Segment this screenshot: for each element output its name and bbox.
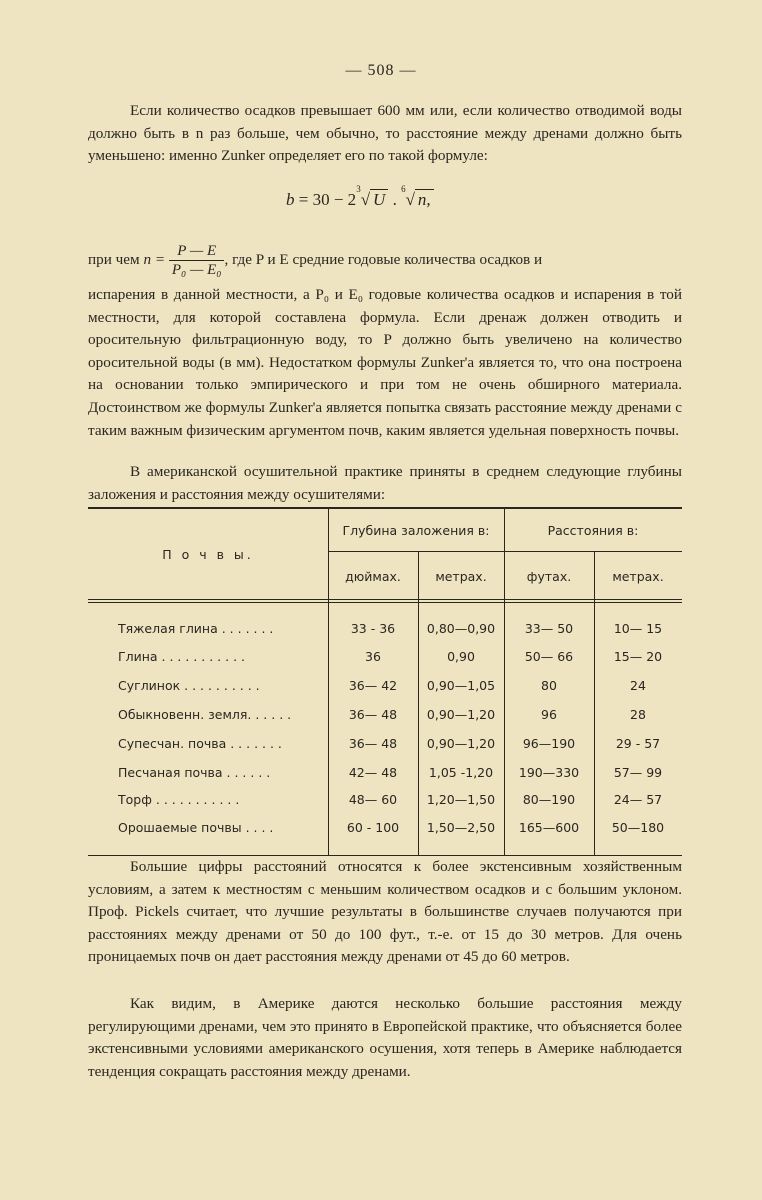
spacing-meters: 24— 57 <box>613 792 663 807</box>
soil-name: Глина . . . . . . . . . . . <box>118 649 245 664</box>
formula-root3-body: U <box>370 189 388 209</box>
depth-meters: 0,90—1,05 <box>426 678 496 693</box>
paragraph-conclusion: Как видим, в Америке даются несколько большие расстояния между регулирующими дренами, чем это принято в Европейской практике, что объясняется более экстенсивными условиями американского осушения, хотя теперь в Америке наблюдается тенденция сокращать расстояния между дренами. <box>88 995 682 1080</box>
depth-inches: 48— 60 <box>348 792 398 807</box>
n-def-fraction <box>169 242 225 279</box>
paragraph-zunker-discussion: испарения в данной местности, а P₀ и E₀ годовые количества осадков и испарения в той местности, для которой составлена формула. Если дренаж должен отводить и оросительную фильтрационную воду, то P должно быть увеличено на количество оросительной воды (в мм). Недостатком формулы Zunker'а является то, что она построена на основании только эмпирического и при том не очень обширного материала. Достоинством же формулы Zunker'а является попытка связать расстояние между дренами с таким важным физическим аргументом почв, каким является удельная поверхность почвы. <box>88 286 682 439</box>
drain-spacing-table <box>88 507 682 856</box>
spacing-meters: 28 <box>630 707 646 722</box>
formula-dot: . <box>388 190 402 209</box>
n-def-denominator: P₀ — E₀ <box>171 262 222 278</box>
header-inches: дюймах. <box>345 569 401 584</box>
spacing-meters: 50—180 <box>611 820 665 835</box>
spacing-meters: 24 <box>630 678 646 693</box>
depth-meters: 1,05 -1,20 <box>428 765 494 780</box>
paragraph-zunker-intro: Если количество осадков превышает 600 мм или, если количество отводимой воды должно быть в n раз больше, чем обычно, то расстояние между дренами должно быть уменьшено: именно Zunker определяет его по такой формуле: <box>88 102 682 165</box>
depth-inches: 33 - 36 <box>350 621 396 636</box>
formula-root6-body: n, <box>415 189 434 209</box>
soil-name: Суглинок . . . . . . . . . . <box>118 678 260 693</box>
spacing-meters: 29 - 57 <box>615 736 661 751</box>
paragraph-american-practice: В американской осушительной практике приняты в среднем следующие глубины заложения и расстояния между осушителями: <box>88 463 682 503</box>
spacing-feet: 80 <box>541 678 557 693</box>
depth-meters: 0,80—0,90 <box>426 621 496 636</box>
zunker-formula: $b = 30 - 2^3√$ U . $^6$√ n, <box>286 190 434 210</box>
soil-name: Супесчан. почва . . . . . . . <box>118 736 282 751</box>
soil-name: Орошаемые почвы . . . . <box>118 820 274 835</box>
formula-root6-index: 6 <box>401 184 406 195</box>
depth-inches: 42— 48 <box>348 765 398 780</box>
depth-inches: 36 <box>365 649 381 664</box>
spacing-feet: 96—190 <box>522 736 576 751</box>
header-spacing-group: Расстояния в: <box>547 523 639 538</box>
depth-inches: 36— 42 <box>348 678 398 693</box>
soil-name: Торф . . . . . . . . . . . <box>118 792 240 807</box>
n-def-suffix: , где P и E средние годовые количества осадков и <box>224 250 543 268</box>
depth-inches: 36— 48 <box>348 707 398 722</box>
spacing-feet: 33— 50 <box>524 621 574 636</box>
page-number: — 508 — <box>345 62 417 79</box>
header-meters: метрах. <box>435 569 487 584</box>
n-def-prefix: при чем <box>88 250 140 268</box>
spacing-feet: 50— 66 <box>524 649 574 664</box>
depth-meters: 0,90 <box>447 649 475 664</box>
depth-meters: 1,50—2,50 <box>426 820 496 835</box>
header-soil: П о ч в ы. <box>162 547 254 562</box>
header-depth-group: Глубина заложения в: <box>342 523 490 538</box>
paragraph-large-spacing: Большие цифры расстояний относятся к более экстенсивным хозяйственным условиям, а затем к местностям с меньшим количеством осадков и с большим уклоном. Проф. Pickels считает, что лучшие результаты в большинстве случаев получаются при расстояниях между дренами от 50 до 100 фут., т.-е. от 15 до 30 метров. Для очень проницаемых почв он дает расстояния между дренами от 45 до 60 метров. <box>88 858 682 966</box>
soil-name: Обыкновенн. земля. . . . . . <box>118 707 292 722</box>
spacing-meters: 10— 15 <box>613 621 663 636</box>
depth-meters: 1,20—1,50 <box>426 792 496 807</box>
depth-inches: 36— 48 <box>348 736 398 751</box>
header-feet: футах. <box>526 569 572 584</box>
formula-root3-index: 3 <box>356 184 361 195</box>
soil-name: Тяжелая глина . . . . . . . <box>118 621 274 636</box>
spacing-meters: 15— 20 <box>613 649 663 664</box>
n-definition <box>88 242 682 279</box>
spacing-feet: 165—600 <box>518 820 580 835</box>
depth-meters: 0,90—1,20 <box>426 736 496 751</box>
depth-inches: 60 - 100 <box>346 820 400 835</box>
n-def-numerator: P — E <box>169 242 225 261</box>
spacing-meters: 57— 99 <box>613 765 663 780</box>
formula-eq: = 30 − 2 <box>298 190 357 209</box>
soil-name: Песчаная почва . . . . . . <box>118 765 271 780</box>
spacing-feet: 96 <box>541 707 557 722</box>
n-def-var: n = <box>143 250 166 268</box>
header-meters-spacing: метрах. <box>612 569 664 584</box>
formula-lhs: b <box>286 190 295 209</box>
spacing-feet: 190—330 <box>518 765 580 780</box>
depth-meters: 0,90—1,20 <box>426 707 496 722</box>
spacing-feet: 80—190 <box>522 792 576 807</box>
